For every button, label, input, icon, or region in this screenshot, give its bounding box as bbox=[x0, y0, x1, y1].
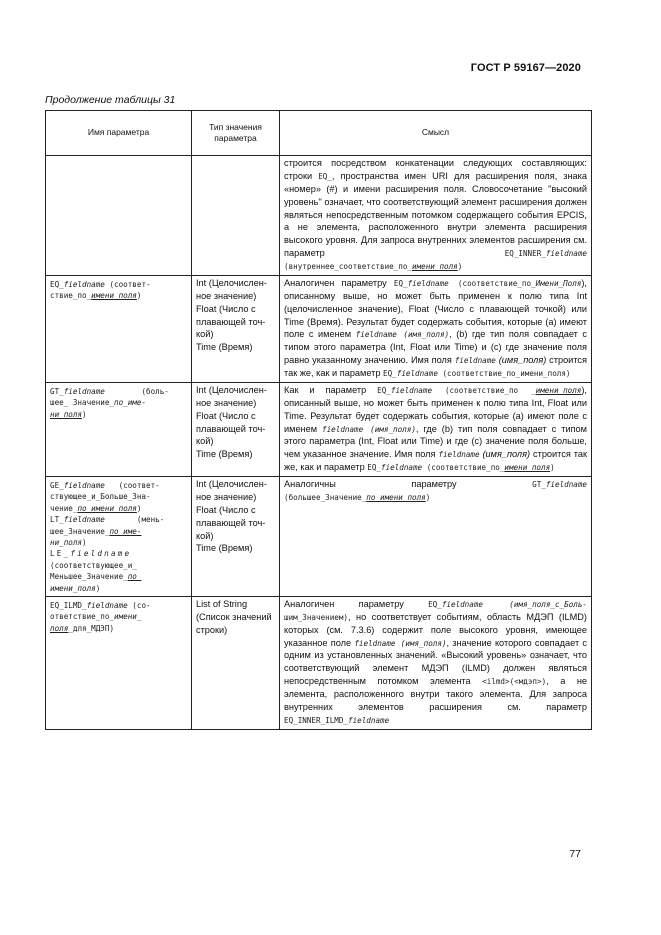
standard-number: ГОСТ Р 59167—2020 bbox=[470, 62, 581, 74]
value-type-item: Time (Время) bbox=[196, 543, 253, 554]
text-fragment: (имя_поля) bbox=[495, 355, 547, 366]
text-fragment: fieldname bbox=[380, 463, 423, 473]
text-fragment: (соответ- bbox=[104, 481, 160, 490]
value-type-item: Int (Целочисленное значение) bbox=[196, 384, 267, 408]
text-fragment: (соответ- bbox=[104, 279, 151, 289]
text-fragment: Меньшее_Значение_ bbox=[50, 572, 128, 582]
text-fragment: , где (b) тип поля совпадает с типом этого параметра (Int, Float или Time) и где (c) значение поля больше, чем указанное значение. Имя поля bbox=[284, 423, 587, 460]
parameter-name-cell bbox=[46, 275, 192, 382]
table-row bbox=[46, 156, 592, 276]
text-fragment: строится так же, как и параметр bbox=[284, 355, 587, 378]
text-fragment: ) bbox=[95, 583, 101, 593]
text-fragment: ) bbox=[425, 492, 431, 502]
text-fragment: (внутреннее_соответствие_по_ bbox=[284, 262, 413, 271]
text-fragment: (боль- bbox=[104, 386, 169, 396]
text-fragment: Аналогичны параметру bbox=[284, 479, 533, 489]
value-type-cell bbox=[192, 596, 280, 729]
text-fragment: строится так же, как и параметр bbox=[284, 449, 587, 473]
text-fragment: ), описанному выше, но может быть применен к полю типа Int (целочисленное значение), Float (Число с плавающей точкой) или Time (Время). Результат будет содержать события, которые (а) имеют поле с именем bbox=[284, 277, 587, 340]
text-fragment: (со- bbox=[127, 600, 151, 610]
parameter-name-cell bbox=[46, 596, 192, 729]
table-row bbox=[46, 275, 592, 382]
text-fragment: шим_Значением) bbox=[284, 612, 349, 622]
text-fragment: (соответствие_по_ bbox=[448, 278, 536, 288]
text-fragment: fieldname bbox=[86, 600, 128, 610]
value-type-cell bbox=[192, 477, 280, 597]
value-type-cell bbox=[192, 275, 280, 382]
parameter-name-line bbox=[50, 409, 187, 420]
text-fragment: Аналогичен параметру bbox=[284, 277, 394, 288]
text-fragment: fieldname bbox=[545, 249, 587, 259]
table-header-row bbox=[46, 111, 592, 156]
text-fragment: , (b) где тип поля совпадает с типом этого параметра (Int, Float или Time) и (c) где значение поля равно указанному значению. Имя поля bbox=[284, 329, 587, 366]
text-fragment: fieldname bbox=[354, 638, 396, 648]
text-fragment: ни_поля bbox=[50, 537, 83, 547]
value-type-item: Int (Целочисленное значение) bbox=[196, 479, 267, 502]
text-fragment: fieldname bbox=[348, 715, 390, 725]
text-fragment: Как и параметр bbox=[284, 384, 378, 395]
text-fragment: имени_поля bbox=[50, 583, 96, 593]
text-fragment: fieldname (имя_поля) bbox=[322, 424, 416, 434]
column-header-name: Имя параметра bbox=[46, 111, 192, 156]
text-fragment: (имя_поля) bbox=[395, 638, 447, 648]
text-fragment: по_ bbox=[127, 572, 142, 582]
text-fragment: ), описанный выше, но может быть применен к полю типа Int, Float или Time. Результат будет содержать события, которые (а) имеют поле с именем bbox=[284, 384, 587, 434]
text-fragment: ствующее_и_Больше_Зна- bbox=[50, 492, 151, 502]
value-type-item: Time (Время) bbox=[196, 449, 253, 460]
parameter-name-line bbox=[50, 480, 187, 491]
parameter-name-line bbox=[50, 548, 187, 559]
text-fragment: LT_ bbox=[50, 515, 64, 525]
text-fragment: fieldname bbox=[63, 279, 105, 289]
parameter-name-line bbox=[50, 397, 187, 408]
text-fragment: EQ_ bbox=[393, 278, 408, 288]
text-fragment: fieldname bbox=[70, 549, 132, 559]
text-fragment: LE_ bbox=[50, 549, 71, 559]
value-type-item: Float (Число с плавающей точкой) bbox=[196, 504, 266, 541]
parameters-table bbox=[45, 110, 592, 730]
parameter-name-line bbox=[50, 279, 187, 290]
text-fragment: чение_ bbox=[50, 503, 78, 513]
text-fragment: fieldname bbox=[390, 385, 433, 395]
value-type-item: List of String (Список значений строки) bbox=[196, 598, 272, 635]
meaning-cell bbox=[280, 477, 592, 597]
text-fragment: , а не элемента, расположенного внутри такого элемента. Для запроса внутренних элементов расширения см. параметр bbox=[284, 676, 588, 712]
text-fragment: ) bbox=[136, 291, 142, 301]
text-fragment: EQ_ bbox=[383, 369, 397, 378]
value-type-cell bbox=[192, 156, 280, 276]
text-fragment: (соответствие_по_имени_поля) bbox=[437, 369, 571, 378]
text-fragment: fieldname bbox=[441, 599, 483, 609]
text-fragment: Аналогичен параметру bbox=[284, 598, 429, 609]
text-fragment: EQ_INNER_ILMD_ bbox=[284, 715, 349, 725]
text-fragment: ) bbox=[457, 262, 463, 271]
text-fragment: ) bbox=[550, 463, 555, 473]
text-fragment: имени_поля bbox=[91, 291, 137, 301]
text-fragment: Имени_Поля bbox=[535, 278, 582, 288]
table-row bbox=[46, 596, 592, 729]
meaning-cell bbox=[280, 156, 592, 276]
text-fragment: (имя_поля_с_Боль- bbox=[482, 599, 587, 609]
text-fragment: ) bbox=[82, 409, 87, 419]
text-fragment: , значение которого совпадает с одним из установленных значений. «Высокий уровень» означает, что соответствующий элемент МДЭП (ILMD) должен являться непосредственным потомком элемента bbox=[284, 637, 587, 687]
text-fragment: по_име- bbox=[109, 526, 142, 536]
parameter-name-line bbox=[50, 514, 187, 525]
parameter-name-cell bbox=[46, 156, 192, 276]
text-fragment: fieldname bbox=[63, 515, 105, 525]
meaning-cell bbox=[280, 275, 592, 382]
parameter-name-cell bbox=[46, 477, 192, 597]
meaning-cell bbox=[280, 596, 592, 729]
text-fragment: по_имени_поля bbox=[366, 492, 426, 502]
text-fragment: имени_поля bbox=[412, 262, 458, 271]
text-fragment: GE_ bbox=[50, 481, 64, 490]
text-fragment: (мень- bbox=[104, 515, 165, 525]
text-fragment: EQ_ bbox=[50, 279, 64, 289]
text-fragment: (соответствие_по_ bbox=[422, 463, 505, 473]
page-number: 77 bbox=[569, 848, 581, 860]
text-fragment: (соответствие_по _ bbox=[432, 385, 536, 395]
parameter-name-line bbox=[50, 526, 187, 537]
parameter-name-line bbox=[50, 623, 187, 634]
column-header-type: Тип значения параметра bbox=[192, 111, 280, 156]
text-fragment: ствие_по_ bbox=[50, 291, 92, 301]
parameter-name-line bbox=[50, 503, 187, 514]
text-fragment: fieldname bbox=[396, 369, 438, 378]
text-fragment: EQ_ bbox=[367, 463, 381, 473]
parameter-name-line bbox=[50, 583, 187, 594]
parameter-name-line bbox=[50, 560, 187, 571]
text-fragment: EQ_ILMD_ bbox=[50, 600, 87, 610]
table-row bbox=[46, 382, 592, 476]
text-fragment: шее_Значение_ bbox=[50, 526, 110, 536]
parameter-name-cell bbox=[46, 382, 192, 476]
text-fragment: EQ_ bbox=[377, 385, 391, 395]
text-fragment: имени_поля bbox=[535, 385, 582, 395]
text-fragment: по_име- bbox=[114, 398, 147, 408]
parameter-name-line bbox=[50, 571, 187, 582]
text-fragment: GT_ bbox=[50, 386, 64, 396]
text-fragment: <ilmd>(<мдэп>) bbox=[482, 677, 547, 687]
text-fragment: имени_поля bbox=[504, 463, 551, 473]
text-fragment: fieldname bbox=[407, 278, 449, 288]
text-fragment: поля bbox=[50, 623, 69, 633]
text-fragment: строится посредством конкатенации следующих составляющих: строки bbox=[284, 158, 587, 181]
text-fragment: fieldname bbox=[454, 356, 496, 366]
text-fragment: ) bbox=[136, 503, 142, 513]
text-fragment: fieldname bbox=[63, 386, 105, 396]
text-fragment: ответствие_по_ bbox=[50, 612, 115, 622]
text-fragment: EQ_ bbox=[318, 171, 332, 181]
parameter-name-line bbox=[50, 386, 187, 397]
table-caption: Продолжение таблицы 31 bbox=[45, 94, 176, 106]
parameter-name-line bbox=[50, 491, 187, 502]
text-fragment: шее_ Значение_ bbox=[50, 398, 115, 408]
parameter-name-line bbox=[50, 600, 187, 611]
value-type-item: Time (Время) bbox=[196, 342, 253, 353]
text-fragment: (соответствующее_и_ bbox=[50, 560, 137, 570]
text-fragment: fieldname bbox=[63, 481, 105, 490]
text-fragment: имени_ bbox=[114, 612, 142, 622]
text-fragment: fieldname bbox=[545, 480, 587, 489]
text-fragment: ) bbox=[82, 537, 87, 547]
parameter-name-line bbox=[50, 290, 187, 301]
text-fragment: EQ_ bbox=[428, 599, 442, 609]
text-fragment: ни_поля bbox=[50, 409, 83, 419]
meaning-cell bbox=[280, 382, 592, 476]
value-type-item: Float (Число с плавающей точкой) bbox=[196, 303, 266, 340]
table-row bbox=[46, 477, 592, 597]
text-fragment: EQ_INNER_ bbox=[504, 249, 546, 259]
text-fragment: (имя_поля) bbox=[479, 449, 531, 460]
text-fragment: fieldname (имя_поля) bbox=[355, 330, 450, 340]
parameter-name-line bbox=[50, 611, 187, 622]
value-type-item: Int (Целочисленное значение) bbox=[196, 277, 267, 301]
text-fragment: , но соответствует событиям, область МДЭП (ILMD) которых (см. 7.3.6) содержит поле высокого уровня, имеющее указанное поле bbox=[284, 611, 587, 648]
value-type-item: Float (Число с плавающей точкой) bbox=[196, 410, 266, 447]
text-fragment: _для_МДЭП) bbox=[68, 623, 115, 633]
parameter-name-line bbox=[50, 537, 187, 548]
column-header-meaning: Смысл bbox=[280, 111, 592, 156]
value-type-cell bbox=[192, 382, 280, 476]
text-fragment: GT_ bbox=[532, 480, 546, 489]
text-fragment: fieldname bbox=[438, 450, 480, 460]
text-fragment: (большее_Значение_ bbox=[284, 492, 367, 502]
text-fragment: , пространства имен URI для расширения поля, знака «номер» (#) и имени расширения поля. Словосочетание "высокий уровень" означает, что соответствующий элемент расширения должен являться непосредственным потомком содержащего события EPCIS, а не элемента, расположенного внутри элемента расширения высокого уровня. Для запроса внутренних элементов расширения см. параметр bbox=[284, 170, 587, 259]
text-fragment: по_имени_поля bbox=[77, 503, 137, 513]
